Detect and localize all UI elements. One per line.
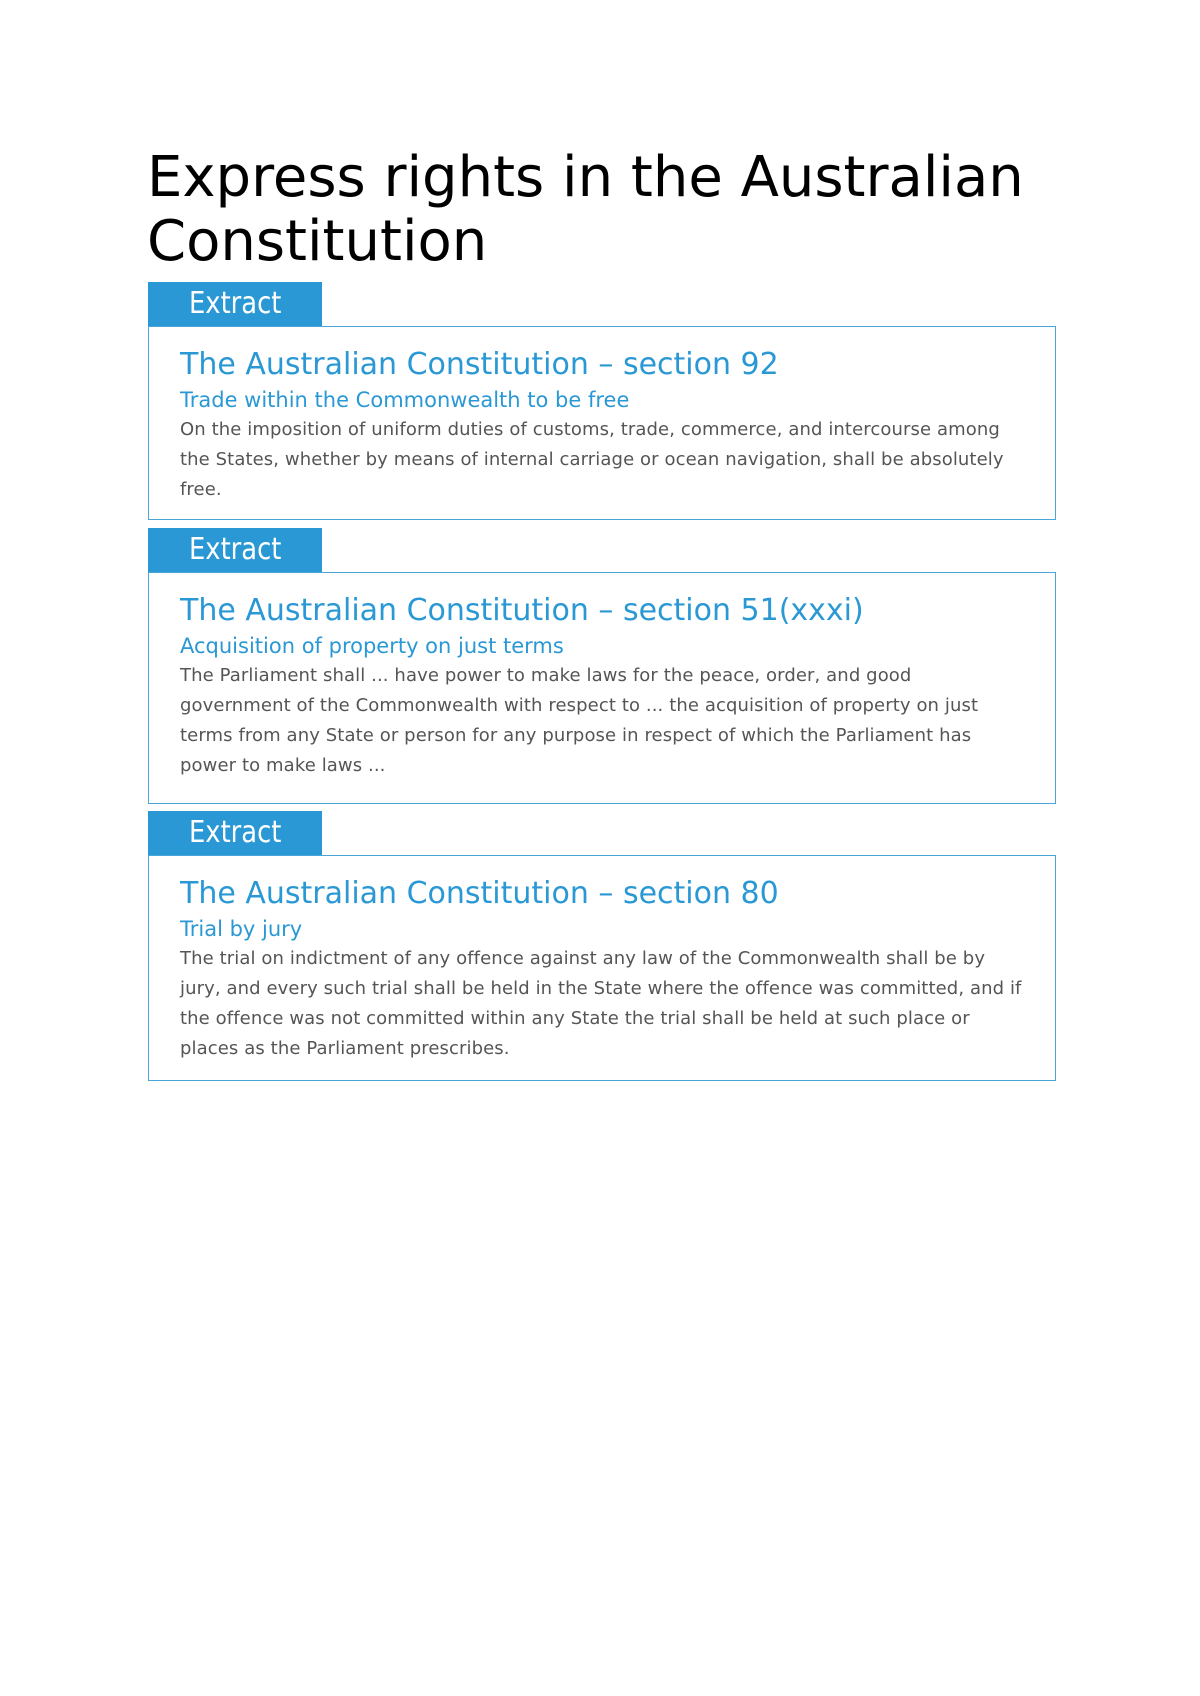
extract-heading: The Australian Constitution – section 92	[180, 347, 779, 382]
page-title: Express rights in the Australian Constitution	[147, 145, 1024, 274]
extract-heading: The Australian Constitution – section 80	[180, 876, 779, 911]
extract-heading: The Australian Constitution – section 51(xxxi)	[180, 593, 864, 628]
extract-subheading: Trial by jury	[180, 917, 303, 941]
extract-tab	[148, 282, 322, 326]
extract-section-92	[148, 282, 1056, 520]
extract-tab-label: Extract	[189, 532, 282, 567]
extract-box	[148, 572, 1056, 804]
extract-tab-label: Extract	[189, 815, 282, 850]
extract-box	[148, 326, 1056, 520]
extract-body: The trial on indictment of any offence against any law of the Commonwealth shall be by jury, and every such trial shall be held in the State where the offence was committed, and if the offence was not committed within any State the trial shall be held at such place or places as the Parliament prescribes.	[180, 948, 1022, 1059]
extract-subheading: Trade within the Commonwealth to be free	[180, 388, 630, 412]
extract-box	[148, 855, 1056, 1081]
extract-subheading: Acquisition of property on just terms	[180, 634, 564, 658]
extract-tab-label: Extract	[189, 286, 282, 321]
extract-tab	[148, 811, 322, 855]
extract-body: On the imposition of uniform duties of customs, trade, commerce, and intercourse among the States, whether by means of internal carriage or ocean navigation, shall be absolutely free.	[180, 419, 1004, 500]
extract-body: The Parliament shall ... have power to make laws for the peace, order, and good government of the Commonwealth with respect to ... the acquisition of property on just terms from any State or person for any purpose in respect of which the Parliament has power to make laws ...	[180, 665, 979, 776]
extract-tab	[148, 528, 322, 572]
extract-section-80	[148, 811, 1056, 1081]
extract-section-51-xxxi	[148, 528, 1056, 804]
